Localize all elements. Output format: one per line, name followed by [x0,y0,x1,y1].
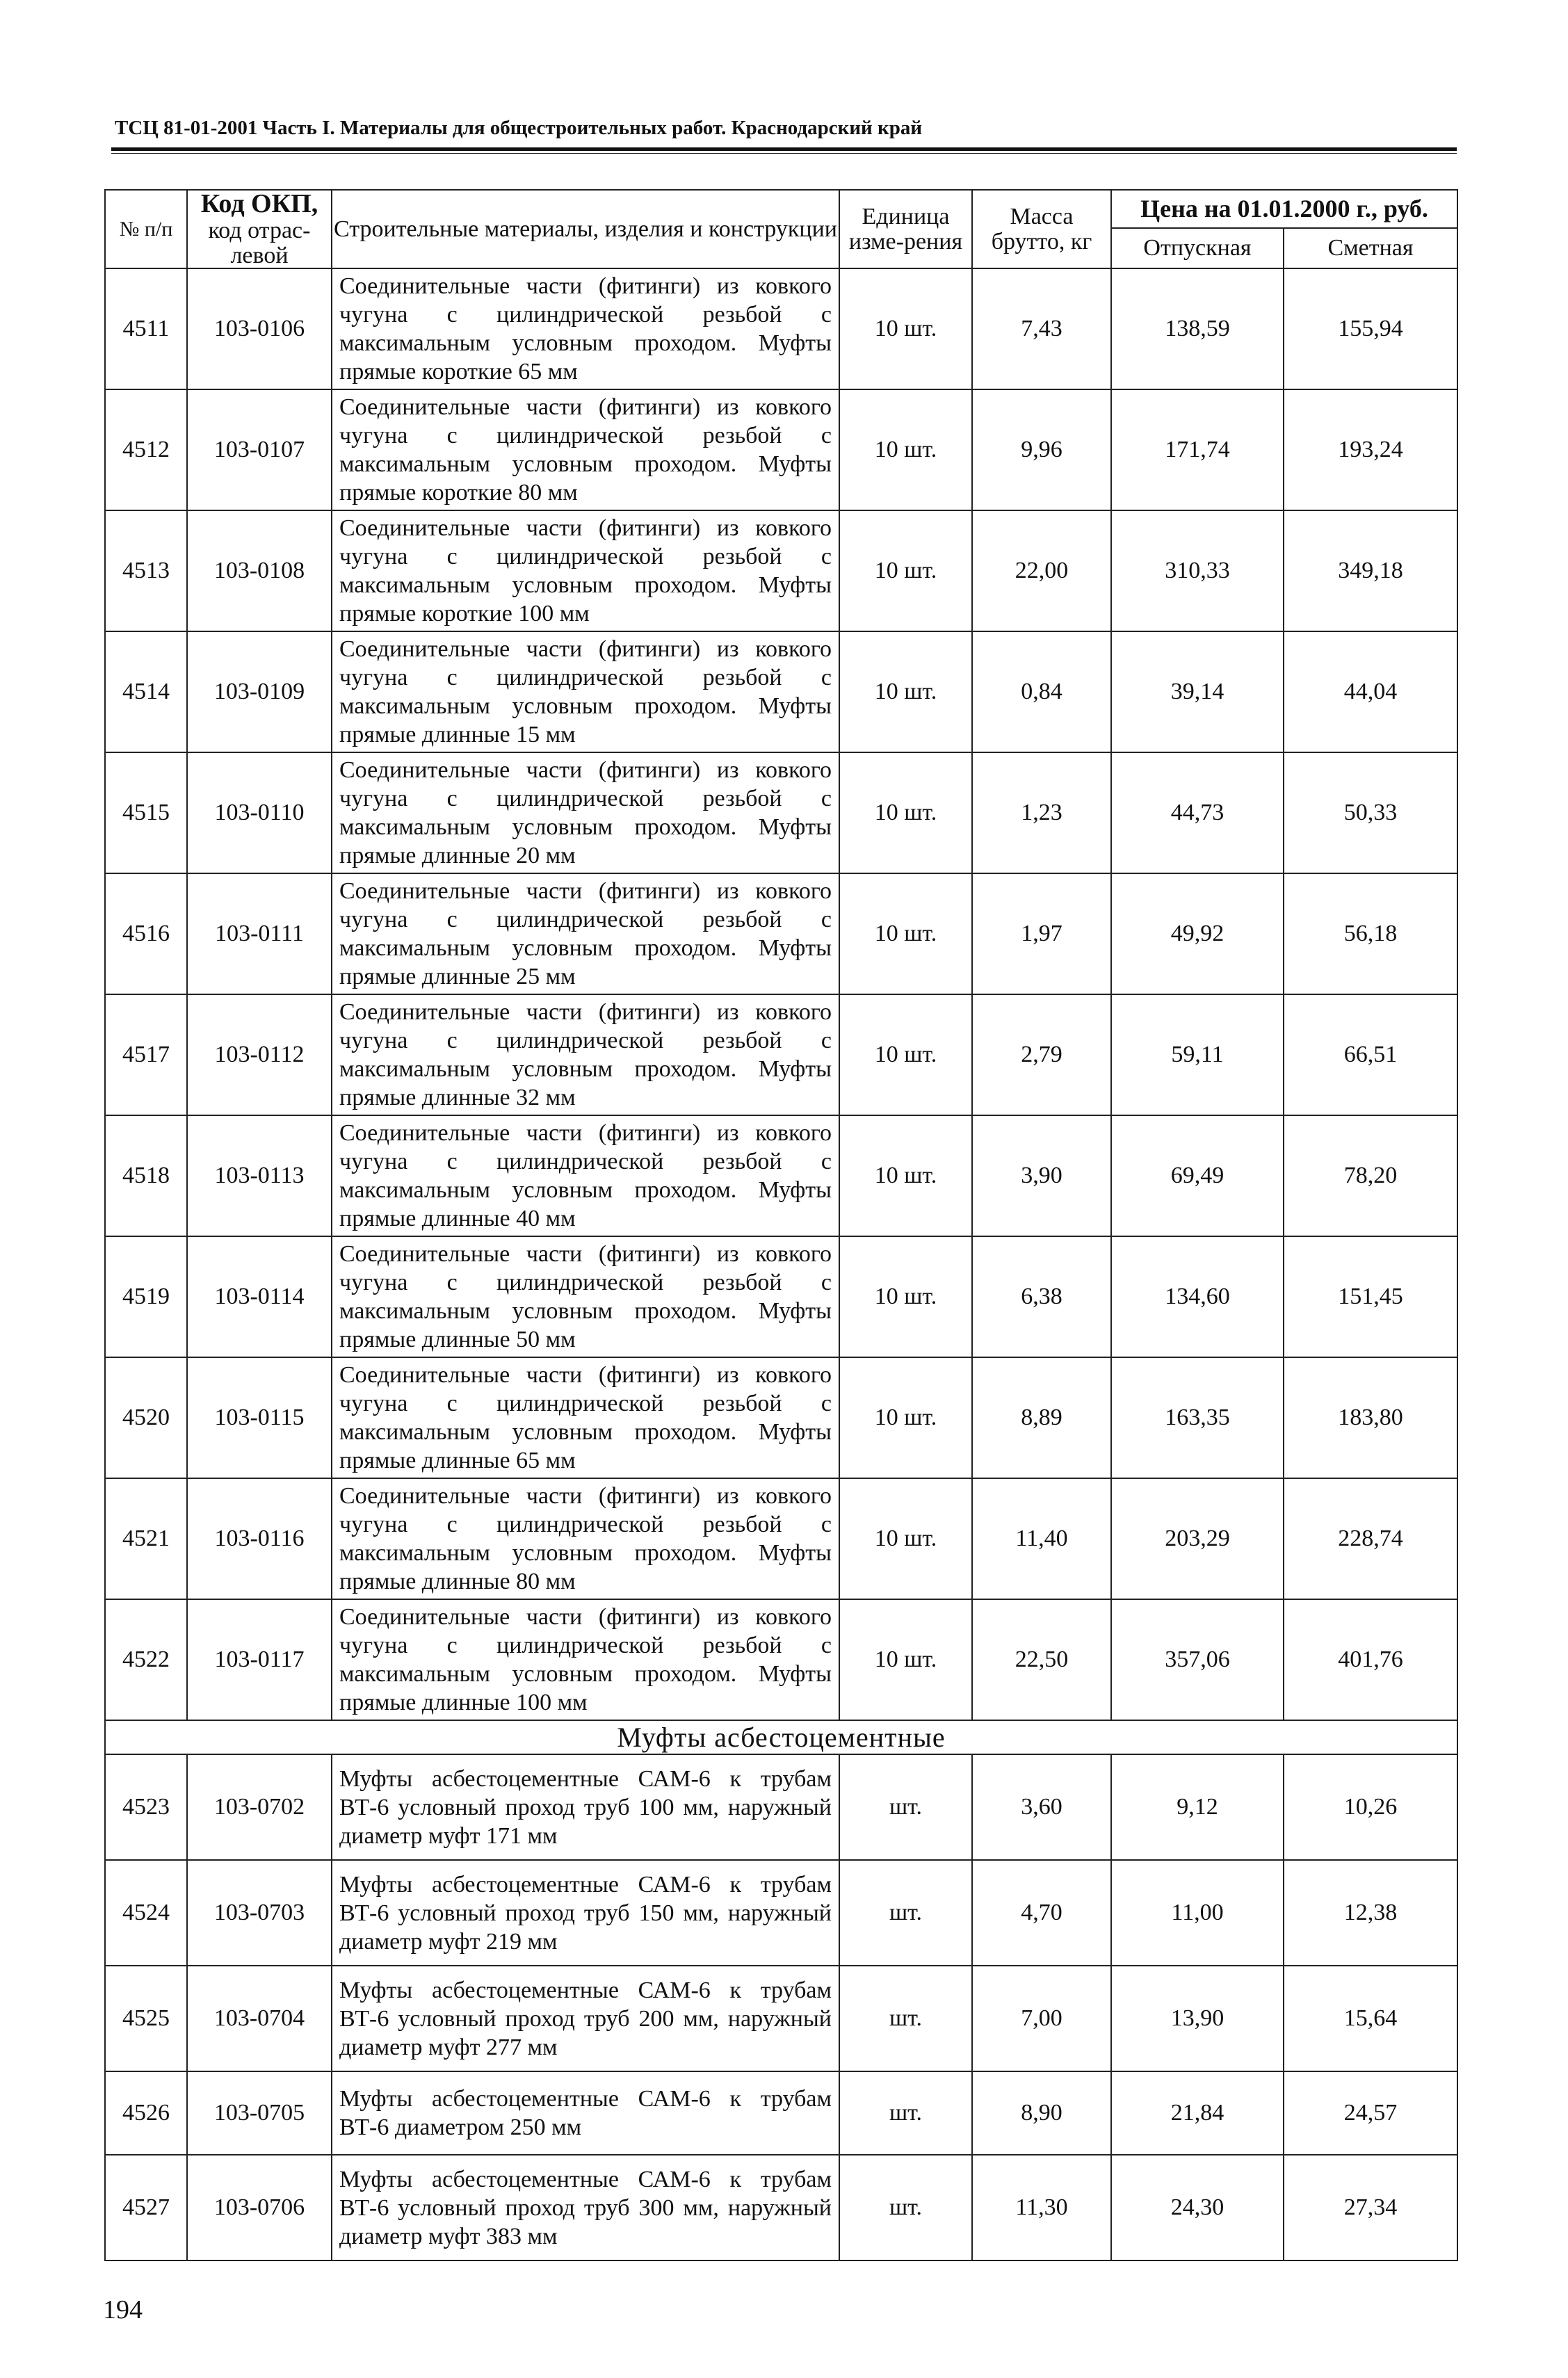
row-num: 4525 [105,1966,187,2071]
row-estimate-price: 401,76 [1284,1599,1457,1720]
row-estimate-price: 349,18 [1284,510,1457,631]
row-mass: 6,38 [972,1236,1111,1357]
row-code: 103-0702 [187,1754,332,1860]
row-estimate-price: 50,33 [1284,752,1457,873]
row-description: Муфты асбестоцементные САМ-6 к трубам ВТ-6 условный проход труб 200 мм, наружный диаметр муфт 277 мм [332,1966,839,2071]
row-release-price: 59,11 [1111,994,1284,1115]
row-release-price: 138,59 [1111,268,1284,389]
row-release-price: 69,49 [1111,1115,1284,1236]
table-row [105,1599,1457,1720]
row-code: 103-0703 [187,1860,332,1966]
row-mass: 2,79 [972,994,1111,1115]
row-release-price: 9,12 [1111,1754,1284,1860]
row-description: Муфты асбестоцементные САМ-6 к трубам ВТ-6 условный проход труб 150 мм, наружный диаметр муфт 219 мм [332,1860,839,1966]
row-description: Соединительные части (фитинги) из ковкого чугуна с цилиндрической резьбой с максимальным условным проходом. Муфты прямые длинные 25 мм [332,873,839,994]
row-mass: 0,84 [972,631,1111,752]
row-description: Соединительные части (фитинги) из ковкого чугуна с цилиндрической резьбой с максимальным условным проходом. Муфты прямые длинные 15 мм [332,631,839,752]
row-code: 103-0112 [187,994,332,1115]
row-code: 103-0113 [187,1115,332,1236]
row-code: 103-0115 [187,1357,332,1478]
row-num: 4514 [105,631,187,752]
table-row [105,510,1457,631]
column-header-code-line2: код отрас- [208,217,311,243]
row-release-price: 11,00 [1111,1860,1284,1966]
header-rule [111,147,1457,151]
row-unit: 10 шт. [839,389,972,510]
section-title: Муфты асбестоцементные [105,1720,1457,1754]
row-description: Соединительные части (фитинги) из ковкого чугуна с цилиндрической резьбой с максимальным условным проходом. Муфты прямые длинные 65 мм [332,1357,839,1478]
row-num: 4515 [105,752,187,873]
page-header-title: ТСЦ 81-01-2001 Часть I. Материалы для общестроительных работ. Краснодарский край [115,117,923,139]
row-release-price: 357,06 [1111,1599,1284,1720]
row-estimate-price: 66,51 [1284,994,1457,1115]
row-code: 103-0116 [187,1478,332,1599]
row-description: Муфты асбестоцементные САМ-6 к трубам ВТ-6 условный проход труб 300 мм, наружный диаметр муфт 383 мм [332,2155,839,2260]
row-num: 4512 [105,389,187,510]
section-row [105,1720,1457,1754]
row-release-price: 310,33 [1111,510,1284,631]
row-code: 103-0704 [187,1966,332,2071]
row-num: 4521 [105,1478,187,1599]
row-estimate-price: 12,38 [1284,1860,1457,1966]
row-release-price: 44,73 [1111,752,1284,873]
row-unit: 10 шт. [839,873,972,994]
row-release-price: 39,14 [1111,631,1284,752]
column-header-mass: Масса брутто, кг [972,190,1111,268]
row-estimate-price: 78,20 [1284,1115,1457,1236]
row-unit: 10 шт. [839,1599,972,1720]
row-estimate-price: 151,45 [1284,1236,1457,1357]
row-code: 103-0109 [187,631,332,752]
row-unit: 10 шт. [839,752,972,873]
row-mass: 11,30 [972,2155,1111,2260]
price-table [104,189,1458,2261]
row-description: Соединительные части (фитинги) из ковкого чугуна с цилиндрической резьбой с максимальным условным проходом. Муфты прямые короткие 65 мм [332,268,839,389]
row-unit: 10 шт. [839,1236,972,1357]
row-num: 4526 [105,2071,187,2155]
column-header-price-group: Цена на 01.01.2000 г., руб. [1111,190,1457,228]
row-release-price: 24,30 [1111,2155,1284,2260]
row-unit: 10 шт. [839,510,972,631]
row-code: 103-0114 [187,1236,332,1357]
row-unit: шт. [839,2155,972,2260]
row-mass: 8,89 [972,1357,1111,1478]
header-rule-thin [111,153,1457,154]
row-release-price: 21,84 [1111,2071,1284,2155]
row-code: 103-0107 [187,389,332,510]
row-estimate-price: 193,24 [1284,389,1457,510]
table-row [105,389,1457,510]
table-row [105,2155,1457,2260]
table-row [105,873,1457,994]
row-code: 103-0106 [187,268,332,389]
row-release-price: 171,74 [1111,389,1284,510]
column-header-estimate: Сметная [1284,228,1457,268]
row-unit: шт. [839,2071,972,2155]
row-description: Соединительные части (фитинги) из ковкого чугуна с цилиндрической резьбой с максимальным условным проходом. Муфты прямые длинные 20 мм [332,752,839,873]
column-header-code-line1: Код ОКП, [200,189,318,218]
table-row [105,1478,1457,1599]
column-header-code-line3: левой [230,242,289,268]
row-estimate-price: 56,18 [1284,873,1457,994]
row-unit: 10 шт. [839,268,972,389]
row-estimate-price: 24,57 [1284,2071,1457,2155]
row-description: Муфты асбестоцементные САМ-6 к трубам ВТ-6 диаметром 250 мм [332,2071,839,2155]
row-num: 4518 [105,1115,187,1236]
row-num: 4524 [105,1860,187,1966]
row-description: Соединительные части (фитинги) из ковкого чугуна с цилиндрической резьбой с максимальным условным проходом. Муфты прямые длинные 80 мм [332,1478,839,1599]
row-mass: 1,23 [972,752,1111,873]
row-mass: 3,90 [972,1115,1111,1236]
table-body [105,268,1457,2260]
row-mass: 3,60 [972,1754,1111,1860]
row-estimate-price: 15,64 [1284,1966,1457,2071]
row-code: 103-0110 [187,752,332,873]
row-unit: шт. [839,1860,972,1966]
row-description: Соединительные части (фитинги) из ковкого чугуна с цилиндрической резьбой с максимальным условным проходом. Муфты прямые длинные 50 мм [332,1236,839,1357]
row-num: 4527 [105,2155,187,2260]
row-description: Соединительные части (фитинги) из ковкого чугуна с цилиндрической резьбой с максимальным условным проходом. Муфты прямые короткие 80 мм [332,389,839,510]
table-row [105,268,1457,389]
row-num: 4523 [105,1754,187,1860]
column-header-unit: Единица изме-рения [839,190,972,268]
row-estimate-price: 155,94 [1284,268,1457,389]
row-code: 103-0706 [187,2155,332,2260]
row-num: 4513 [105,510,187,631]
row-description: Муфты асбестоцементные САМ-6 к трубам ВТ-6 условный проход труб 100 мм, наружный диаметр муфт 171 мм [332,1754,839,1860]
row-description: Соединительные части (фитинги) из ковкого чугуна с цилиндрической резьбой с максимальным условным проходом. Муфты прямые длинные 32 мм [332,994,839,1115]
row-release-price: 163,35 [1111,1357,1284,1478]
table-row [105,631,1457,752]
row-mass: 8,90 [972,2071,1111,2155]
row-unit: 10 шт. [839,1115,972,1236]
column-header-materials: Строительные материалы, изделия и конструкции [332,190,839,268]
row-mass: 1,97 [972,873,1111,994]
row-mass: 11,40 [972,1478,1111,1599]
row-unit: шт. [839,1754,972,1860]
row-unit: 10 шт. [839,631,972,752]
row-code: 103-0705 [187,2071,332,2155]
row-mass: 22,50 [972,1599,1111,1720]
column-header-code [187,190,332,268]
row-estimate-price: 228,74 [1284,1478,1457,1599]
column-header-release: Отпускная [1111,228,1284,268]
row-description: Соединительные части (фитинги) из ковкого чугуна с цилиндрической резьбой с максимальным условным проходом. Муфты прямые длинные 40 мм [332,1115,839,1236]
row-code: 103-0108 [187,510,332,631]
row-mass: 4,70 [972,1860,1111,1966]
row-num: 4511 [105,268,187,389]
table-row [105,1860,1457,1966]
row-num: 4516 [105,873,187,994]
row-estimate-price: 10,26 [1284,1754,1457,1860]
column-header-num: № п/п [105,190,187,268]
row-release-price: 13,90 [1111,1966,1284,2071]
table-row [105,1966,1457,2071]
row-num: 4522 [105,1599,187,1720]
table-header [105,190,1457,268]
row-mass: 7,00 [972,1966,1111,2071]
row-unit: 10 шт. [839,1357,972,1478]
row-mass: 7,43 [972,268,1111,389]
row-estimate-price: 27,34 [1284,2155,1457,2260]
row-unit: шт. [839,1966,972,2071]
row-estimate-price: 183,80 [1284,1357,1457,1478]
row-num: 4519 [105,1236,187,1357]
row-release-price: 203,29 [1111,1478,1284,1599]
page-number: 194 [103,2295,143,2324]
table-row [105,1357,1457,1478]
table-row [105,2071,1457,2155]
table-row [105,1754,1457,1860]
row-code: 103-0117 [187,1599,332,1720]
row-release-price: 134,60 [1111,1236,1284,1357]
row-description: Соединительные части (фитинги) из ковкого чугуна с цилиндрической резьбой с максимальным условным проходом. Муфты прямые короткие 100 мм [332,510,839,631]
row-mass: 22,00 [972,510,1111,631]
table-row [105,1115,1457,1236]
row-num: 4517 [105,994,187,1115]
row-release-price: 49,92 [1111,873,1284,994]
row-code: 103-0111 [187,873,332,994]
row-mass: 9,96 [972,389,1111,510]
table-row [105,994,1457,1115]
table-row [105,752,1457,873]
row-unit: 10 шт. [839,1478,972,1599]
table-row [105,1236,1457,1357]
row-unit: 10 шт. [839,994,972,1115]
row-description: Соединительные части (фитинги) из ковкого чугуна с цилиндрической резьбой с максимальным условным проходом. Муфты прямые длинные 100 мм [332,1599,839,1720]
row-num: 4520 [105,1357,187,1478]
row-estimate-price: 44,04 [1284,631,1457,752]
